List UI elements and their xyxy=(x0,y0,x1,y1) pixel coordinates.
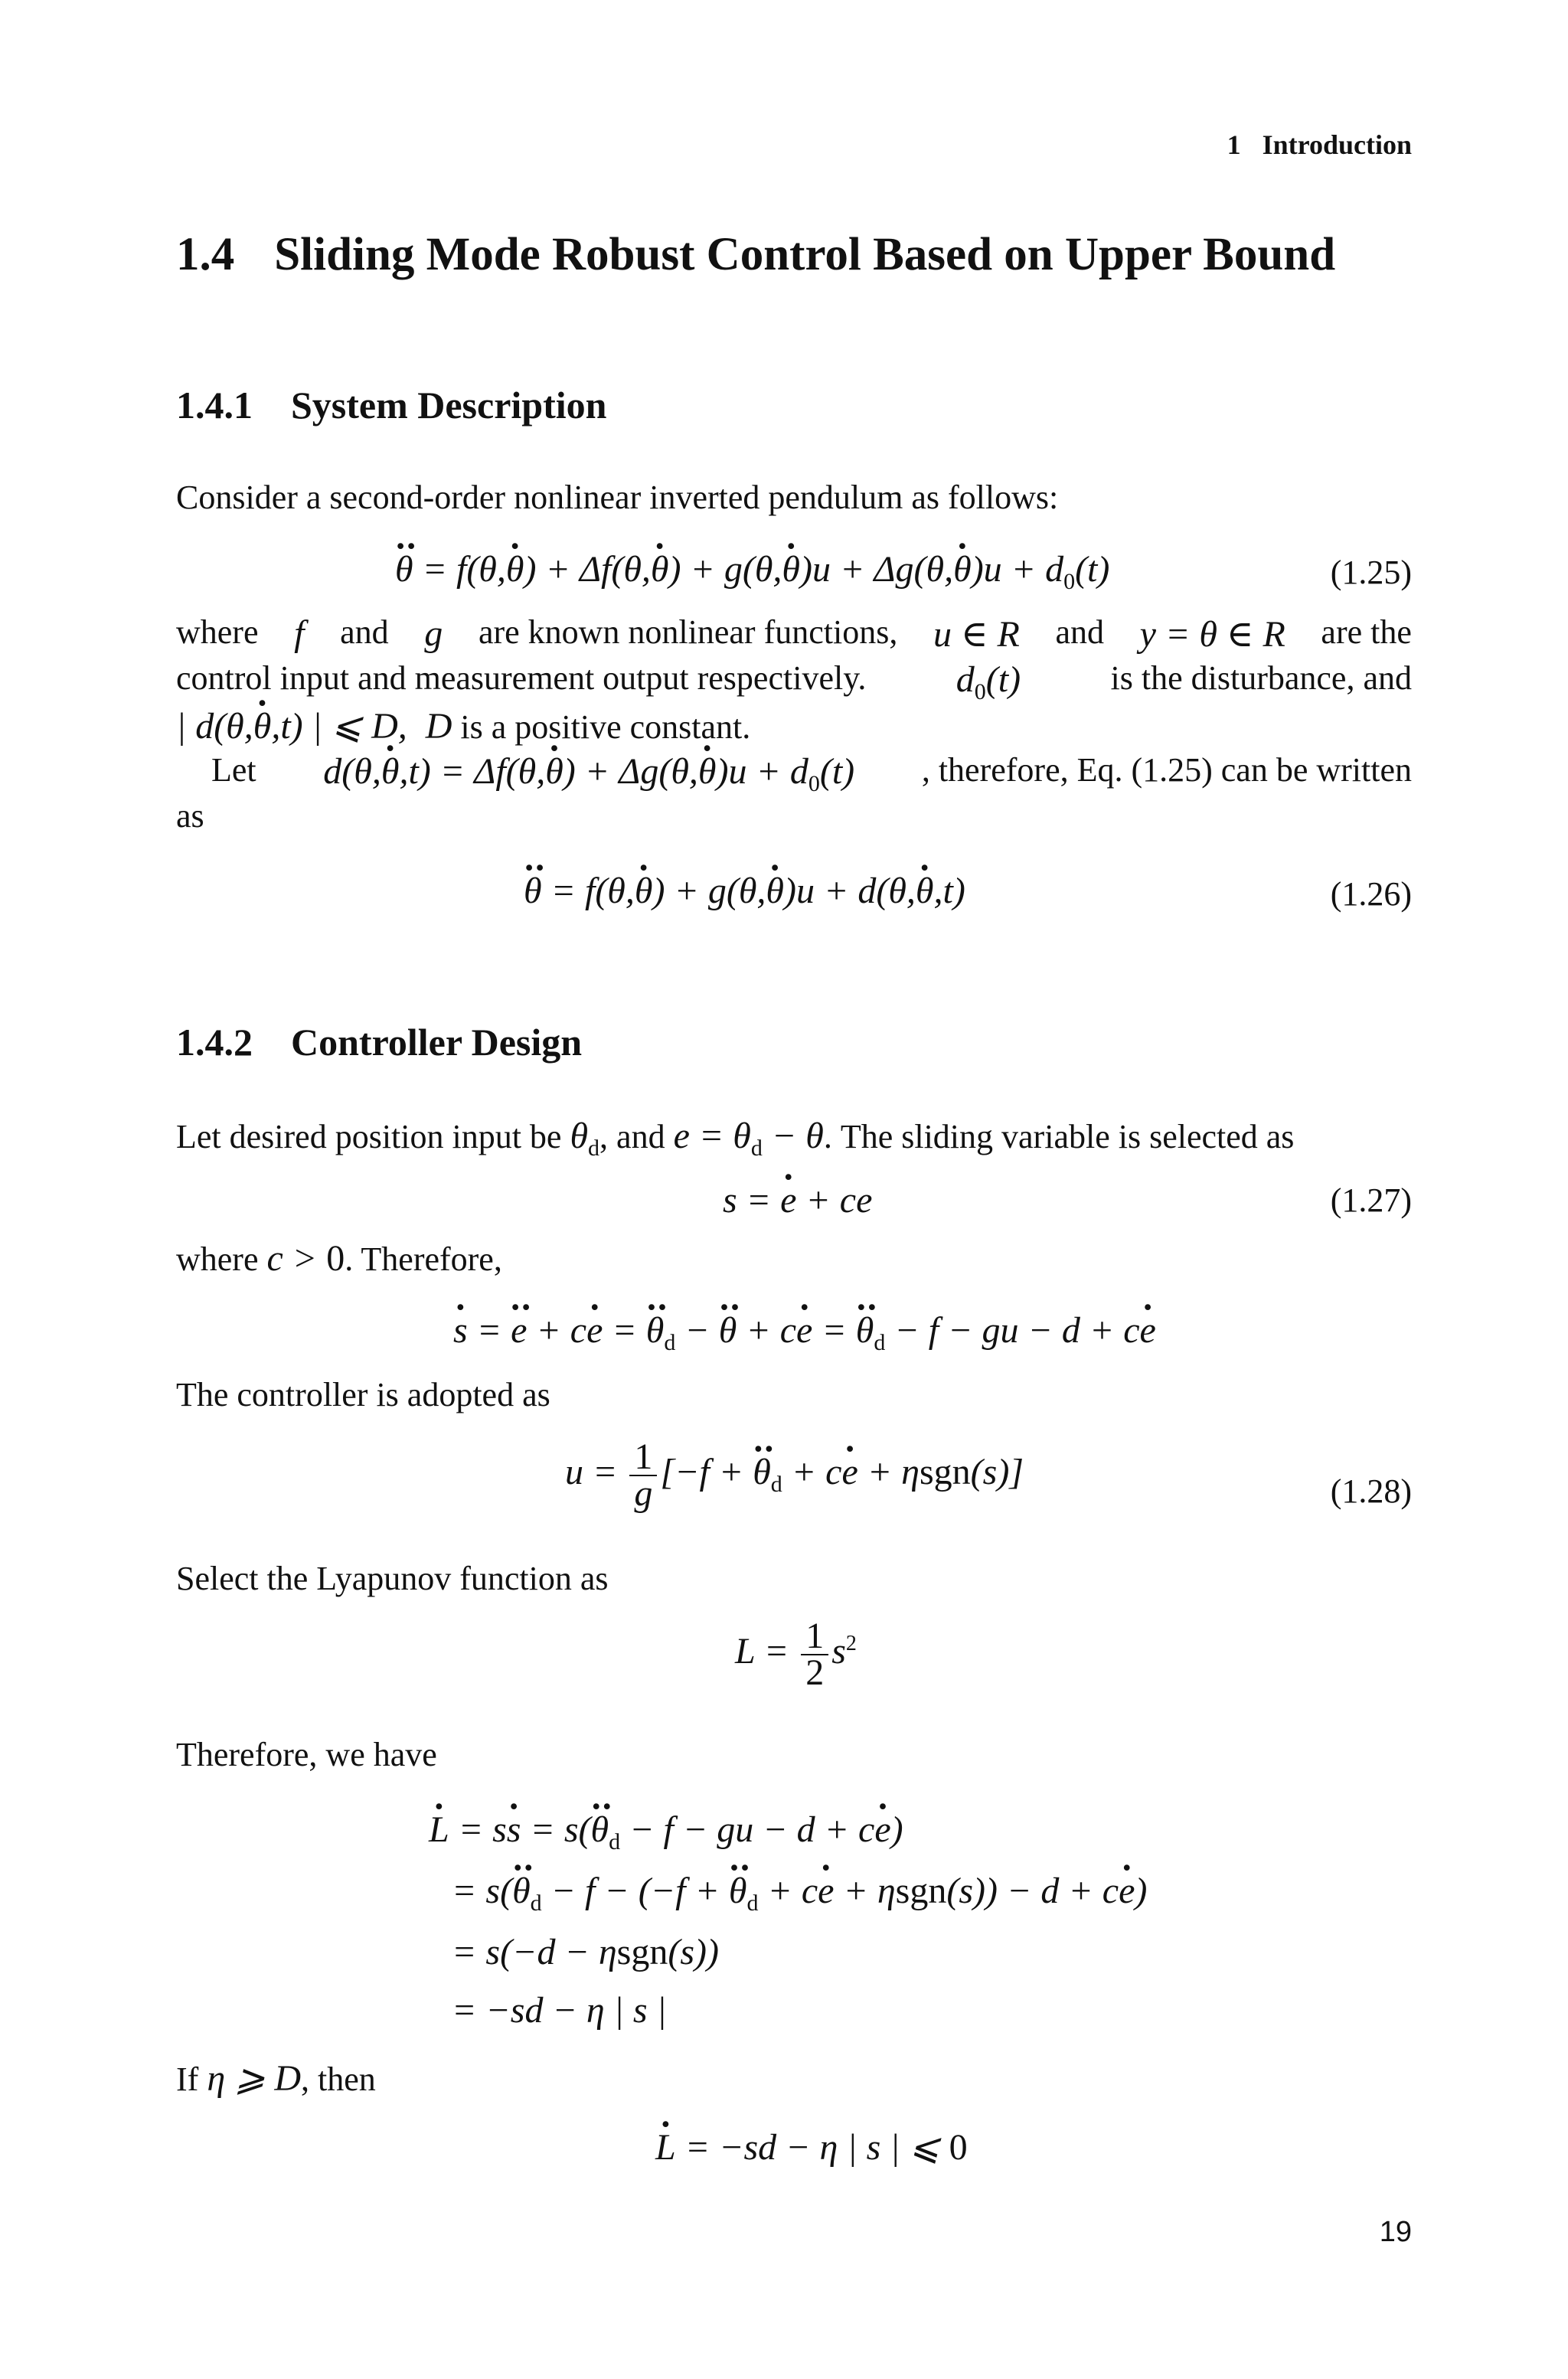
word-and: and xyxy=(340,613,389,651)
text-control-input: control input and measurement output respectively. xyxy=(176,659,867,697)
word-if: If xyxy=(176,2060,199,2098)
word-and-2: and xyxy=(1055,613,1105,651)
text-therefore-eq: , therefore, Eq. (1.25) can be written xyxy=(921,751,1412,789)
math-d0t: $d_0(t)$ xyxy=(956,659,1021,704)
derivation-line-4: = −sd − η | s | xyxy=(452,1990,667,2031)
text-and: , and xyxy=(599,1118,665,1155)
text-are-the: are the xyxy=(1321,613,1412,651)
symbol-f: f xyxy=(294,613,305,654)
equation-number-1-27: (1.27) xyxy=(1330,1181,1412,1219)
derivation-line-3: = s(−d − ηsgn(s)) xyxy=(452,1932,719,1972)
paragraph-intro: Consider a second-order nonlinear inverted pendulum as follows: xyxy=(176,479,1059,516)
math-theta-d: $\theta_d$ xyxy=(570,1116,600,1161)
section-heading xyxy=(176,228,1335,282)
word-as: as xyxy=(176,797,204,835)
chapter-number: 1 xyxy=(1227,129,1241,160)
paragraph-controller: The controller is adopted as xyxy=(176,1376,550,1413)
subsection-heading-2 xyxy=(176,1020,582,1064)
text-then: , then xyxy=(301,2060,376,2098)
paragraph-lyapunov: Select the Lyapunov function as xyxy=(176,1560,609,1597)
math-y-theta-in-R: y = θ ∈ R xyxy=(1139,614,1285,655)
chapter-title: Introduction xyxy=(1262,129,1412,160)
subsection-heading-1 xyxy=(176,383,606,427)
word-where: where xyxy=(176,613,259,651)
paragraph-where-line2 xyxy=(176,658,1412,705)
paragraph-let-line1 xyxy=(176,750,1412,797)
math-bound: | d(θ,θ ·,t) | ⩽ D, D xyxy=(176,706,452,747)
word-let: Let xyxy=(211,751,256,789)
equation-1-27: s = e · + ce xyxy=(723,1179,872,1221)
derivation-line-2: = $s(\theta \cdot\cdot_d - f - (-f + \theta \cdot\cdot_d$ + ce · + ηsgn(s)) − d + ce ·) xyxy=(452,1870,1147,1917)
section-number: 1.4 xyxy=(176,229,235,280)
equation-1-25: θ ·· = f(θ,θ ·) + Δf(θ,θ ·) + $g(\theta,\theta \cdot)u + \Delta g(\theta,\theta \cdot)u + d_0(t)$ xyxy=(395,548,1109,595)
subsection-number: 1.4.2 xyxy=(176,1021,253,1064)
subsection-title: Controller Design xyxy=(291,1021,583,1064)
equation-1-26: θ ·· = f(θ,θ ·) + g(θ,θ ·)u + d(θ,θ ·,t) xyxy=(524,870,965,912)
equation-number-1-28: (1.28) xyxy=(1330,1472,1412,1510)
text-desired: Let desired position input be xyxy=(176,1118,562,1155)
paragraph-where-line3 xyxy=(176,704,750,747)
text-therefore: . Therefore, xyxy=(345,1240,502,1278)
math-d-definition: d(θ,θ ·,t) = Δf(θ,θ ·) + $\Delta g(\theta,\theta \cdot)u + d_0(t)$ xyxy=(323,750,854,797)
equation-final: L · = −sd − η | s | ⩽ 0 xyxy=(655,2126,968,2168)
paragraph-where-line1 xyxy=(176,613,1412,655)
derivation-line-1: L · = ss · = $s(\theta \cdot\cdot_d - f$ − gu − d + ce ·) xyxy=(429,1809,903,1855)
subsection-title: System Description xyxy=(291,384,607,426)
equation-sdot: s · = e ·· + ce · = $\theta \cdot\cdot_d - \theta$ ·· + ce · = $\theta \cdot\cdot_d - f$ − gu − d + ce · xyxy=(453,1309,1156,1356)
equation-number-1-26: (1.26) xyxy=(1330,875,1412,913)
math-c-positive: c > 0 xyxy=(266,1238,345,1279)
paragraph-desired-input xyxy=(176,1115,1294,1162)
paragraph-if-eta xyxy=(176,2057,376,2100)
text-sliding-variable: . The sliding variable is selected as xyxy=(823,1118,1295,1155)
section-title: Sliding Mode Robust Control Based on Upper Bound xyxy=(274,229,1336,280)
math-eta-ge-D: η ⩾ D xyxy=(207,2058,302,2099)
word-where: where xyxy=(176,1240,259,1278)
math-u-in-R: u ∈ R xyxy=(933,614,1020,655)
page-number: 19 xyxy=(1379,2216,1412,2248)
symbol-g: g xyxy=(424,613,443,654)
running-head xyxy=(1227,129,1412,161)
text-is-disturbance: is the disturbance, and xyxy=(1110,659,1412,697)
paragraph-where-c xyxy=(176,1237,502,1279)
equation-number-1-25: (1.25) xyxy=(1330,554,1412,591)
equation-lyapunov: L = $\frac{1}{2}$ $s^2$ xyxy=(735,1616,857,1693)
math-error-definition: $e = \theta_d - \theta$ xyxy=(673,1116,824,1161)
text-are-known: are known nonlinear functions, xyxy=(478,613,898,651)
paragraph-therefore-we-have: Therefore, we have xyxy=(176,1736,437,1773)
subsection-number: 1.4.1 xyxy=(176,384,253,426)
text-positive-constant: is a positive constant. xyxy=(460,708,751,746)
equation-1-28: u = $\frac{1}{g}$ [$-f + \theta \cdot\cdot_d$ + ce · + ηsgn(s)] xyxy=(565,1439,1024,1511)
